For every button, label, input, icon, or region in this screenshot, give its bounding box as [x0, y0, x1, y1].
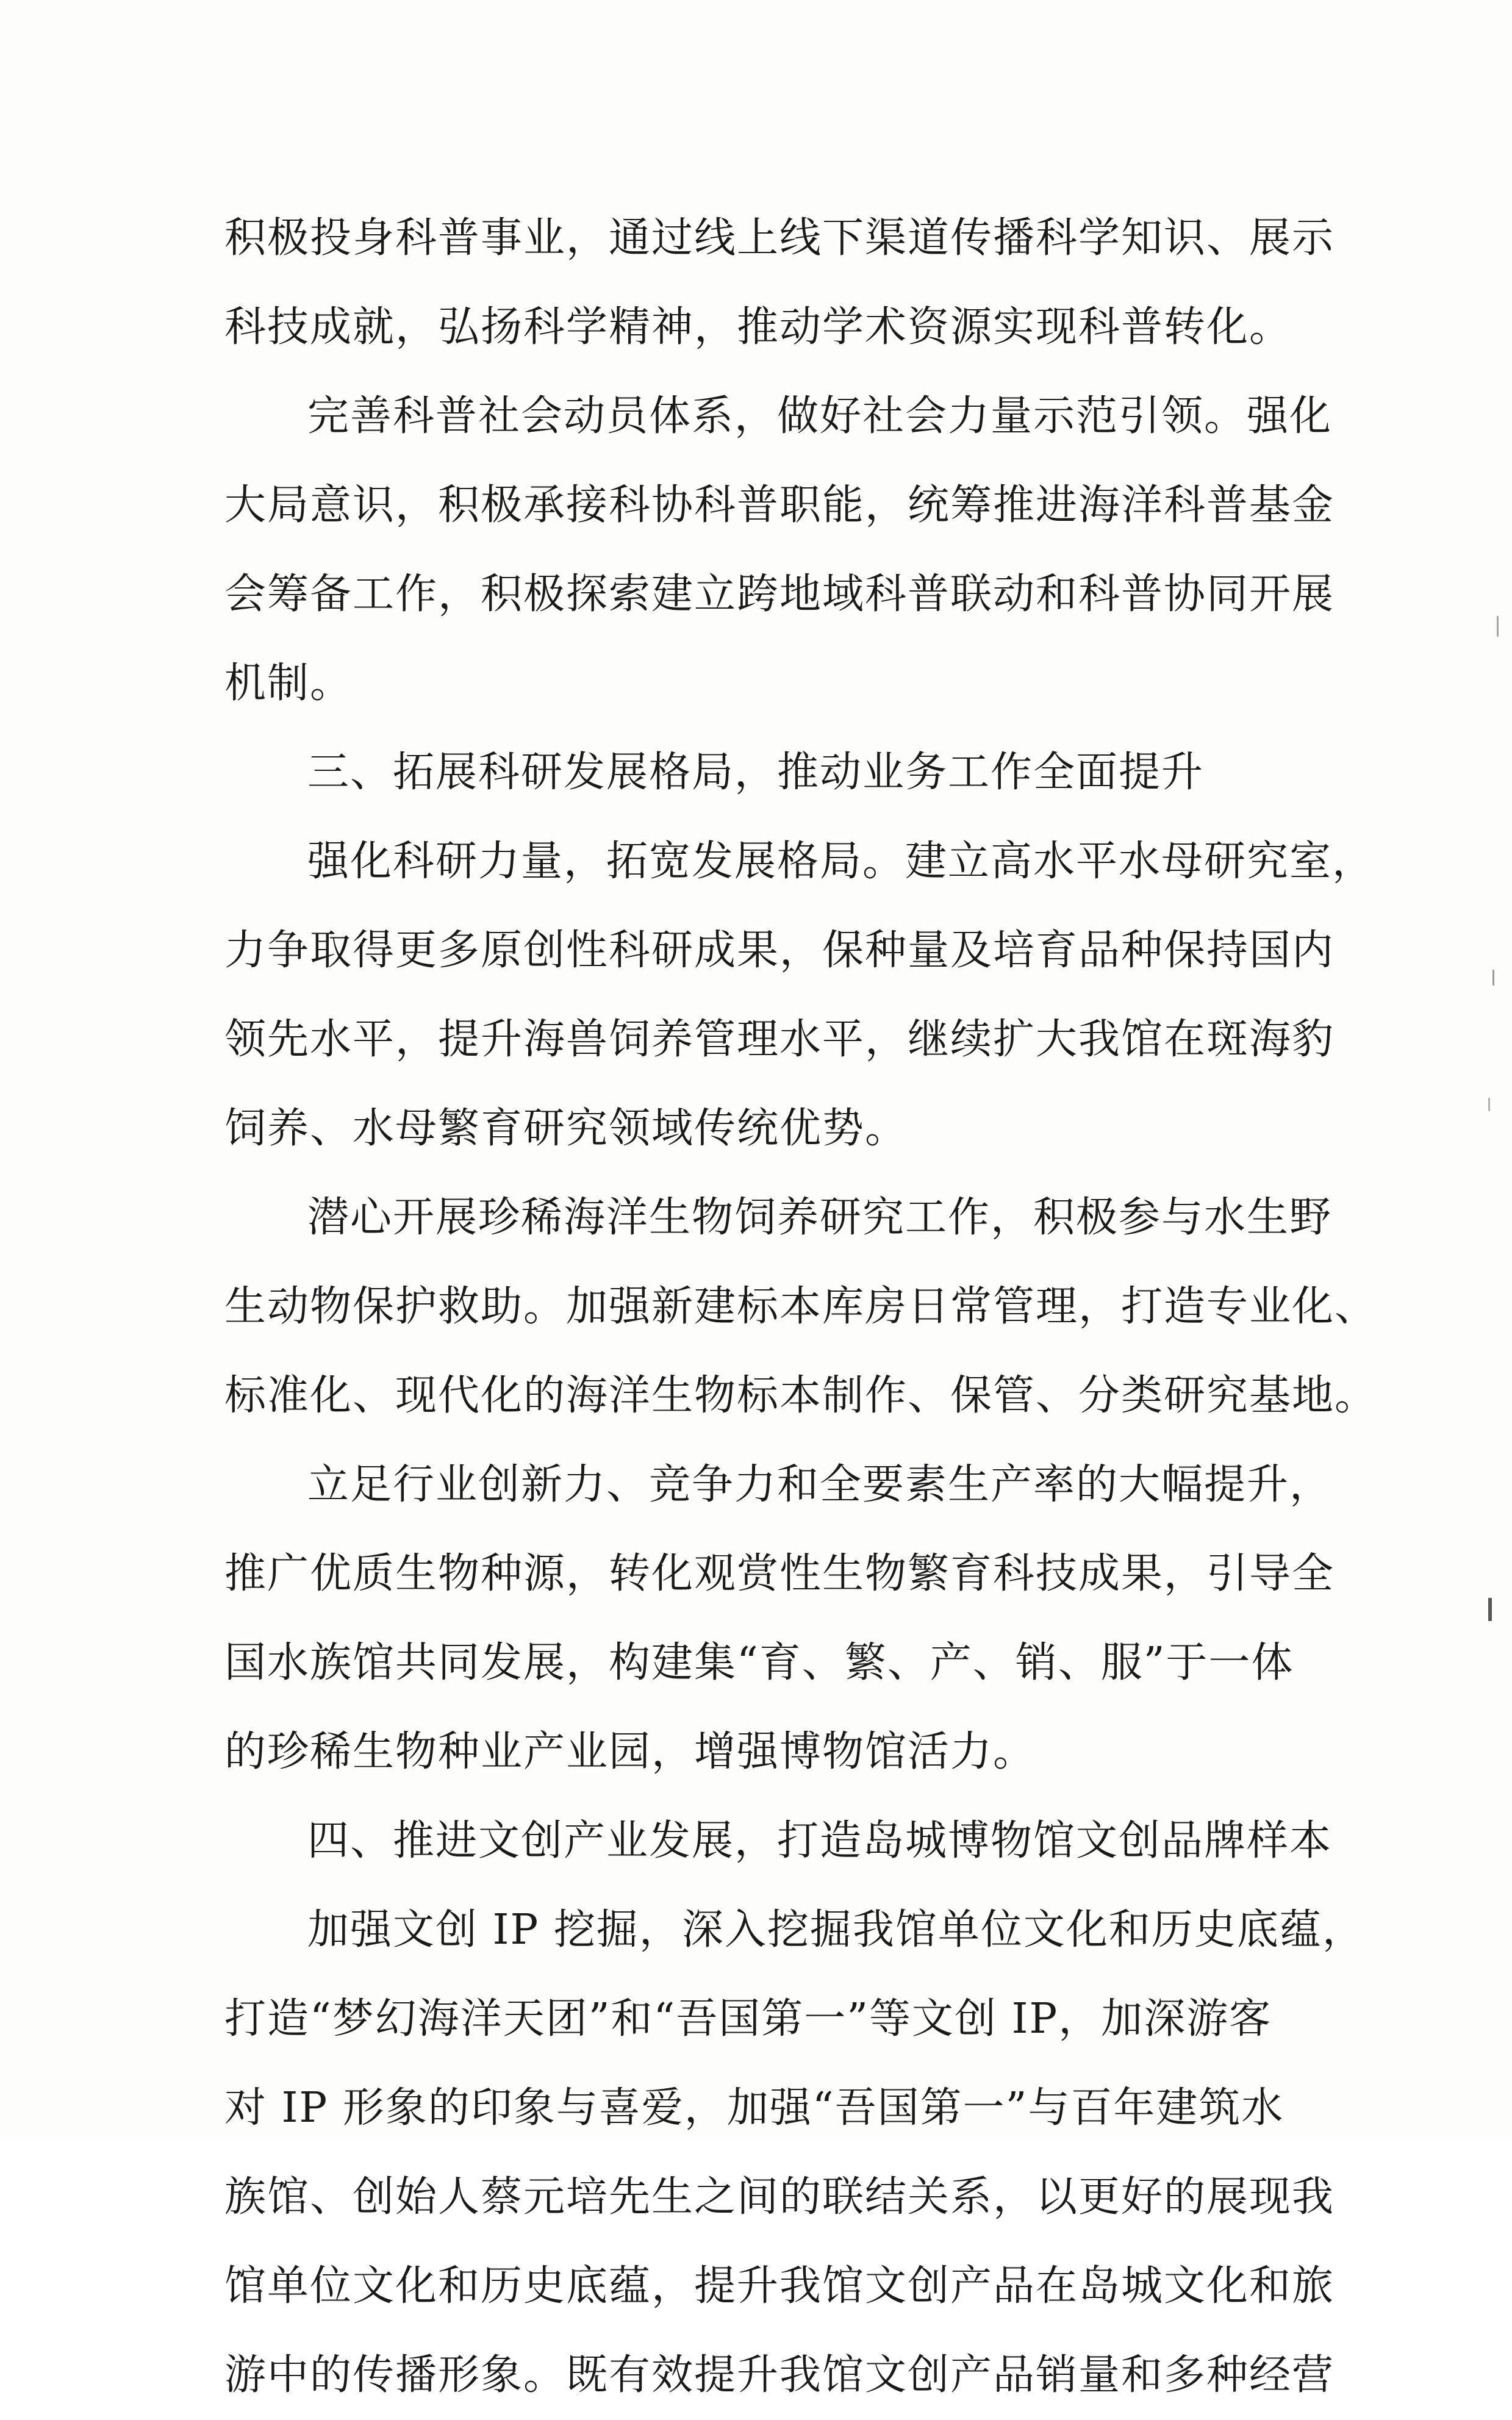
text-line-17: 国水族馆共同发展，构建集“育、繁、产、销、服”于一体 [224, 1639, 1294, 1687]
text-line-25: 游中的传播形象。既有效提升我馆文创产品销量和多种经营 [224, 2351, 1335, 2399]
text-line-9: 力争取得更多原创性科研成果，保种量及培育品种保持国内 [224, 926, 1335, 975]
scan-mark-4 [1488, 1598, 1492, 1621]
text-line-4: 大局意识，积极承接科协科普职能，统筹推进海洋科普基金 [224, 481, 1335, 529]
text-line-20: 加强文创 IP 挖掘，深入挖掘我馆单位文化和历史底蕴， [307, 1906, 1365, 1954]
text-line-6: 机制。 [224, 659, 353, 707]
text-line-24: 馆单位文化和历史底蕴，提升我馆文创产品在岛城文化和旅 [224, 2262, 1335, 2310]
text-line-22: 对 IP 形象的印象与喜爱，加强“吾国第一”与百年建筑水 [224, 2084, 1284, 2132]
text-line-2: 科技成就，弘扬科学精神，推动学术资源实现科普转化。 [224, 303, 1292, 351]
scan-mark-3 [1488, 1098, 1490, 1111]
text-line-3: 完善科普社会动员体系，做好社会力量示范引领。强化 [307, 392, 1333, 440]
text-line-10: 领先水平，提升海兽饲养管理水平，继续扩大我馆在斑海豹 [224, 1015, 1335, 1064]
text-line-16: 推广优质生物种源，转化观赏性生物繁育科技成果，引导全 [224, 1550, 1335, 1598]
text-line-23: 族馆、创始人蔡元培先生之间的联结关系，以更好的展现我 [224, 2173, 1335, 2221]
text-line-21: 打造“梦幻海洋天团”和“吾国第一”等文创 IP，加深游客 [224, 1995, 1272, 2043]
text-line-8: 强化科研力量，拓宽发展格局。建立高水平水母研究室， [307, 837, 1375, 886]
text-line-15: 立足行业创新力、竞争力和全要素生产率的大幅提升， [307, 1461, 1333, 1509]
scan-mark-1 [1497, 616, 1499, 637]
text-line-13: 生动物保护救助。加强新建标本库房日常管理，打造专业化、 [224, 1283, 1378, 1331]
text-line-1: 积极投身科普事业，通过线上线下渠道传播科学知识、展示 [224, 214, 1335, 262]
text-line-18: 的珍稀生物种业产业园，增强博物馆活力。 [224, 1728, 1036, 1776]
text-line-14: 标准化、现代化的海洋生物标本制作、保管、分类研究基地。 [224, 1372, 1378, 1420]
text-line-5: 会筹备工作，积极探索建立跨地域科普联动和科普协同开展 [224, 570, 1335, 618]
text-line-11: 饲养、水母繁育研究领域传统优势。 [224, 1104, 908, 1153]
section-heading-4: 四、推进文创产业发展，打造岛城博物馆文创品牌样本 [307, 1817, 1333, 1865]
body-text [224, 194, 1378, 2420]
text-line-12: 潜心开展珍稀海洋生物饲养研究工作，积极参与水生野 [307, 1194, 1333, 1242]
scan-mark-2 [1492, 970, 1494, 986]
section-heading-3: 三、拓展科研发展格局，推动业务工作全面提升 [307, 748, 1205, 797]
